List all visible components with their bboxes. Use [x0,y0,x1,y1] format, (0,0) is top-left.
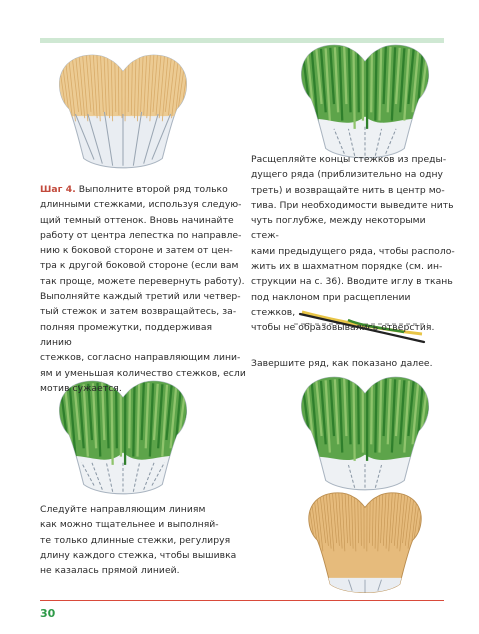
step4-paragraph [40,182,246,396]
step4-label: Шаг 4. [40,184,76,195]
page-number: 30 [40,607,56,620]
footer-rule [40,600,444,601]
petal-illustration-step3 [48,52,198,174]
petal-illustration-row-complete [290,374,440,496]
petal-illustration-step4-green [290,42,440,164]
petal-illustration-finished [290,490,440,598]
finish-row-caption: Завершите ряд, как показано далее. [251,358,433,369]
guide-lines-paragraph: Следуйте направляющим линиям как можно тщательнее и выполняй- те только длинные стежки, регулируя длину каждого стежка, чтобы вышивка не казалась прямой линией. [40,504,237,577]
step4-text: Выполните второй ряд только длинными стежками, используя следую- щий темный оттенок. Вновь начинайте работу от центра лепестка по направле- нию к боковой стороне и затем от цен- тра к другой боковой стороне (если вам так проще, можете перевернуть работу). Выполняйте каждый третий или четвер- тый стежок и затем возвращайтесь, за- полняя промежутки, поддерживая линию стежков, согласно направляющим лини- ям и уменьшая количество стежков, если мотив сужается. [40,184,246,394]
split-stitches-paragraph: Расщепляйте концы стежков из преды- дущего ряда (приблизительно на одну треть) и возвращайте нить в центр мо- тива. При необходимости выведите нить чуть поглубже, между некоторыми стеж- ками предыдущего ряда, чтобы располо- жить их в шахматном порядке (см. ин- струкции на с. 36). Вводите иглу в ткань под наклоном при расщеплении стежков, чтобы не образовывались отверстия. [251,154,455,334]
petal-illustration-guide-lines [48,378,198,500]
